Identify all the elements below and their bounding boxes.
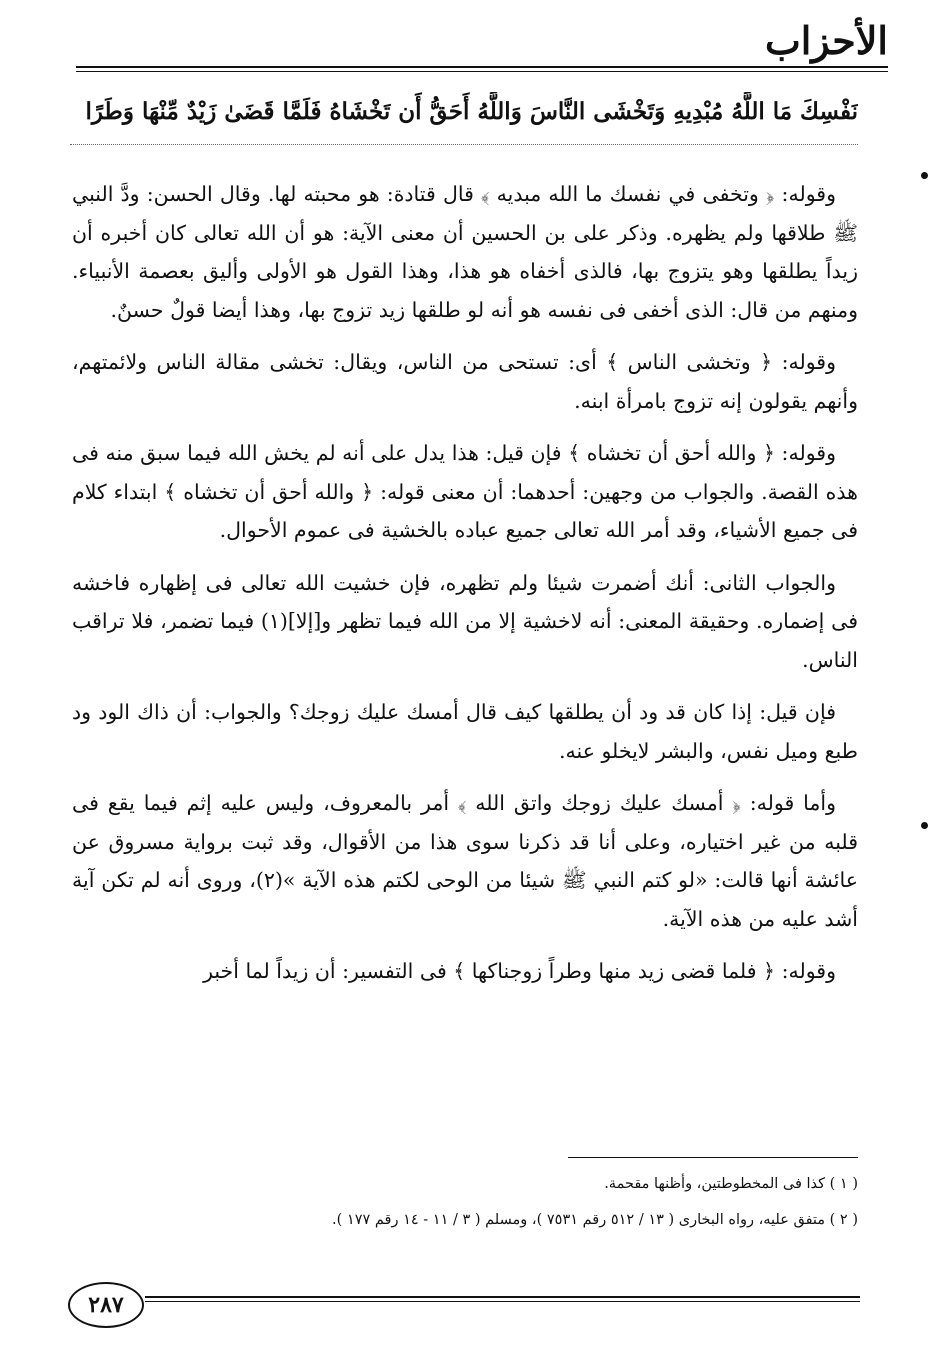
paragraph: وقوله: ﴿ والله أحق أن تخشاه ﴾ فإن قيل: هذا يدل على أنه لم يخش الله فيما سبق منه فى هذه القصة. والجواب من وجهين: أحدهما: أن معنى قوله: ﴿ والله أحق أن تخشاه ﴾ ابتداء كلام فى جميع الأشياء، وقد أمر الله تعالى جميع عباده بالخشية فى عموم الأحوال. [72, 441, 858, 542]
paragraph: وأما قوله: ﴿ أمسك عليك زوجك واتق الله ﴾ أمر بالمعروف، وليس عليه إثم فيما يقع فى قلبه من غير اختياره، وعلى أنا قد ذكرنا سوى هذا من الأقوال، وقد ثبت برواية مسروق عن عائشة أنها قالت: «لو كتم النبي ﷺ شيئا من الوحى لكتم هذه الآية »(٢)، وروى أنه لم تكن آية أشد عليه من هذه الآية. [72, 791, 858, 931]
header-rule-bottom [76, 71, 888, 72]
verse-underline [70, 144, 858, 145]
footnote-2: ( ٢ ) متفق عليه، رواه البخارى ( ١٣ / ٥١٢ رقم ٧٥٣١ )، ومسلم ( ٣ / ١١ - ١٤ رقم ١٧٧ ). [332, 1212, 858, 1228]
footnote-1: ( ١ ) كذا فى المخطوطتين، وأظنها مقحمة. [604, 1176, 858, 1192]
margin-dot [921, 822, 928, 829]
footnote-separator [568, 1157, 858, 1158]
footer-rule-bottom [145, 1301, 860, 1302]
paragraph: والجواب الثانى: أنك أضمرت شيئا ولم تظهره، فإن خشيت الله تعالى فى إظهاره فاخشه فى إضماره. وحقيقة المعنى: أنه لاخشية إلا من الله فيما تظهر و[إلا](١) فيما تضمر، فلا تراقب الناس. [72, 570, 858, 672]
surah-header-title: الأحزاب [764, 18, 888, 63]
commentary-body [72, 175, 858, 1005]
margin-dot [921, 172, 928, 179]
paragraph: وقوله: ﴿ وتخفى في نفسك ما الله مبديه ﴾ قال قتادة: هو محبته لها. وقال الحسن: ودَّ النبي ﷺ طلاقها ولم يظهره. وذكر على بن الحسين أن معنى الآية: هو أن الله تعالى كان أخبره أن زيداً يطلقها وهو يتزوج بها، فالذى أخفاه هو هذا، وهذا القول هو الأولى وأليق بعصمة الأنبياء. ومنهم من قال: الذى أخفى فى نفسه هو أنه لو طلقها زيد تزوج بها، وهذا أيضا قولٌ حسنٌ. [72, 182, 858, 322]
footnotes [72, 1166, 858, 1238]
quran-verse-line: نَفْسِكَ مَا اللَّهُ مُبْدِيهِ وَتَخْشَى النَّاسَ وَاللَّهُ أَحَقُّ أَن تَخْشَاهُ فَلَمَّا قَضَىٰ زَيْدٌ مِّنْهَا وَطَرًا [85, 98, 858, 125]
page-number: ٢٨٧ [68, 1282, 144, 1328]
footer-rule-top [145, 1296, 860, 1298]
paragraph: وقوله: ﴿ فلما قضى زيد منها وطراً زوجناكها ﴾ فى التفسير: أن زيداً لما أخبر [203, 959, 836, 983]
header-rule-top [76, 66, 888, 68]
paragraph: وقوله: ﴿ وتخشى الناس ﴾ أى: تستحى من الناس، ويقال: تخشى مقالة الناس ولائمتهم، وأنهم يقولون إنه تزوج بامرأة ابنه. [72, 350, 858, 413]
paragraph: فإن قيل: إذا كان قد ود أن يطلقها كيف قال أمسك عليك زوجك؟ والجواب: أن ذاك الود ود طبع وميل نفس، والبشر لايخلو عنه. [72, 700, 858, 763]
